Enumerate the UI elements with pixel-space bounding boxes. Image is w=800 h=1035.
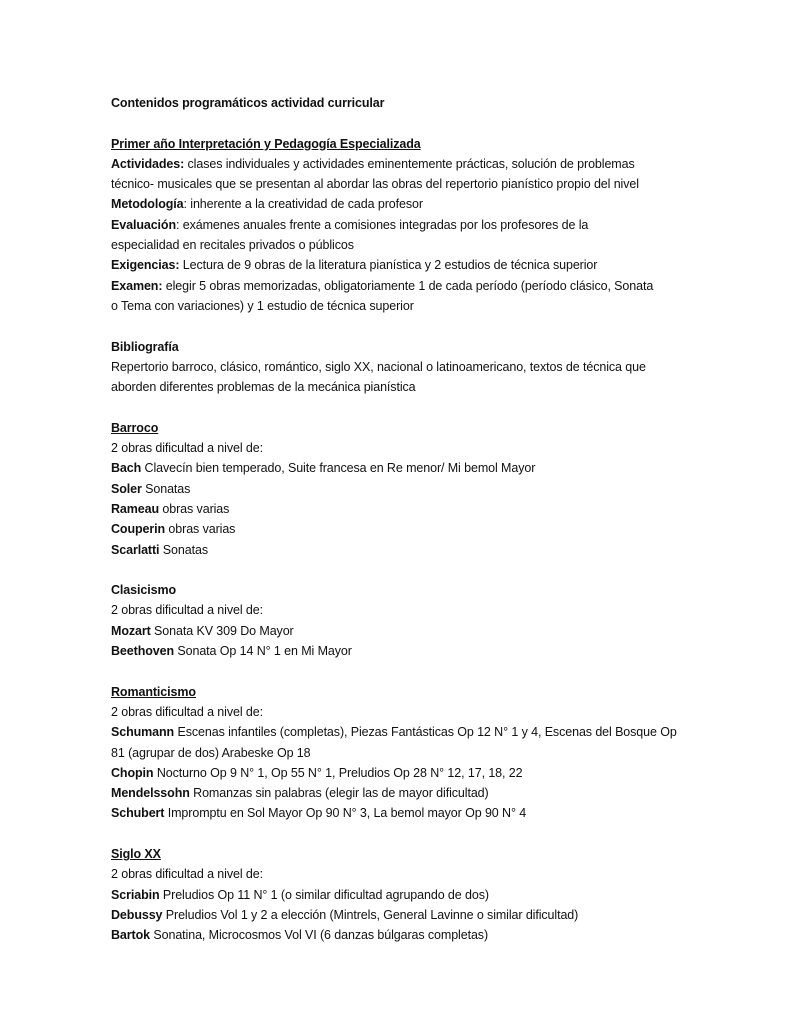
exigencias-label: Exigencias:	[111, 258, 180, 273]
composer-works: Nocturno Op 9 N° 1, Op 55 N° 1, Preludios Op 28 N° 12, 17, 18, 22	[153, 765, 523, 780]
siglo-xx-intro: 2 obras dificultad a nivel de:	[111, 867, 263, 882]
document-page	[111, 93, 711, 945]
actividades-text-cont: técnico- musicales que se presentan al abordar las obras del repertorio pianístico propio del nivel	[111, 177, 639, 192]
composer-name: Mendelssohn	[111, 786, 190, 801]
repertoire-item	[111, 925, 711, 945]
barroco-intro: 2 obras dificultad a nivel de:	[111, 441, 263, 456]
metodologia-label: Metodología	[111, 197, 184, 212]
composer-works: Preludios Op 11 N° 1 (o similar dificultad agrupando de dos)	[159, 887, 489, 902]
composer-name: Debussy	[111, 907, 163, 922]
page-title: Contenidos programáticos actividad curricular	[111, 96, 385, 110]
repertoire-item	[111, 641, 711, 661]
barroco-heading: Barroco	[111, 420, 159, 435]
composer-works: Escenas infantiles (completas), Piezas Fantásticas Op 12 N° 1 y 4, Escenas del Bosque Op	[174, 725, 677, 740]
examen-text: elegir 5 obras memorizadas, obligatoriamente 1 de cada período (período clásico, Sonata	[162, 278, 654, 293]
evaluacion-text-cont: especialidad en recitales privados o públicos	[111, 238, 354, 253]
repertoire-item	[111, 479, 711, 499]
romanticismo-heading: Romanticismo	[111, 684, 196, 699]
romanticismo-intro: 2 obras dificultad a nivel de:	[111, 704, 263, 719]
composer-works: Clavecín bien temperado, Suite francesa en Re menor/ Mi bemol Mayor	[141, 461, 536, 476]
repertoire-item	[111, 540, 711, 560]
repertoire-item	[111, 722, 711, 742]
bibliografia-text-cont: aborden diferentes problemas de la mecánica pianística	[111, 380, 416, 395]
repertoire-item	[111, 803, 711, 823]
composer-works: Preludios Vol 1 y 2 a elección (Mintrels, General Lavinne o similar dificultad)	[162, 907, 579, 922]
composer-works: Sonatas	[141, 481, 191, 496]
composer-works: Sonatina, Microcosmos Vol VI (6 danzas búlgaras completas)	[150, 928, 489, 943]
examen-line	[111, 276, 711, 296]
actividades-label: Actividades:	[111, 156, 185, 171]
repertoire-item	[111, 783, 711, 803]
examen-label: Examen:	[111, 278, 163, 293]
bibliografia-text: Repertorio barroco, clásico, romántico, siglo XX, nacional o latinoamericano, textos de técnica que	[111, 359, 646, 374]
actividades-line	[111, 154, 711, 174]
primer-anio-heading: Primer año Interpretación y Pedagogía Especializada	[111, 136, 421, 151]
repertoire-item	[111, 905, 711, 925]
exigencias-line	[111, 255, 711, 275]
clasicismo-heading: Clasicismo	[111, 583, 177, 598]
evaluacion-text: : exámenes anuales frente a comisiones integradas por los profesores de la	[176, 217, 589, 232]
composer-works: Romanzas sin palabras (elegir las de mayor dificultad)	[189, 786, 489, 801]
siglo-xx-heading: Siglo XX	[111, 846, 161, 861]
composer-name: Chopin	[111, 765, 154, 780]
repertoire-item	[111, 519, 711, 539]
examen-text-cont: o Tema con variaciones) y 1 estudio de técnica superior	[111, 298, 414, 313]
composer-name: Beethoven	[111, 644, 175, 659]
composer-name: Bach	[111, 461, 142, 476]
composer-works-cont: 81 (agrupar de dos) Arabeske Op 18	[111, 745, 311, 760]
composer-name: Schumann	[111, 725, 175, 740]
clasicismo-intro: 2 obras dificultad a nivel de:	[111, 603, 263, 618]
exigencias-text: Lectura de 9 obras de la literatura pianística y 2 estudios de técnica superior	[179, 258, 598, 273]
metodologia-text: : inherente a la creatividad de cada profesor	[183, 197, 423, 212]
repertoire-item	[111, 885, 711, 905]
composer-name: Soler	[111, 481, 142, 496]
composer-name: Rameau	[111, 501, 160, 516]
composer-works: Sonata Op 14 N° 1 en Mi Mayor	[174, 644, 352, 659]
evaluacion-line	[111, 215, 711, 235]
bibliografia-heading: Bibliografía	[111, 339, 179, 354]
composer-name: Bartok	[111, 928, 150, 943]
composer-name: Mozart	[111, 623, 151, 638]
repertoire-item	[111, 499, 711, 519]
metodologia-line	[111, 194, 711, 214]
repertoire-item	[111, 458, 711, 478]
composer-works: Sonata KV 309 Do Mayor	[150, 623, 294, 638]
composer-name: Schubert	[111, 806, 165, 821]
composer-works: Impromptu en Sol Mayor Op 90 N° 3, La bemol mayor Op 90 N° 4	[164, 806, 527, 821]
composer-works: obras varias	[159, 501, 230, 516]
composer-works: obras varias	[165, 522, 236, 537]
composer-name: Couperin	[111, 522, 166, 537]
repertoire-item	[111, 621, 711, 641]
evaluacion-label: Evaluación	[111, 217, 176, 232]
composer-works: Sonatas	[159, 542, 208, 557]
repertoire-item	[111, 763, 711, 783]
actividades-text: clases individuales y actividades eminentemente prácticas, solución de problemas	[184, 156, 635, 171]
composer-name: Scarlatti	[111, 542, 160, 557]
composer-name: Scriabin	[111, 887, 160, 902]
